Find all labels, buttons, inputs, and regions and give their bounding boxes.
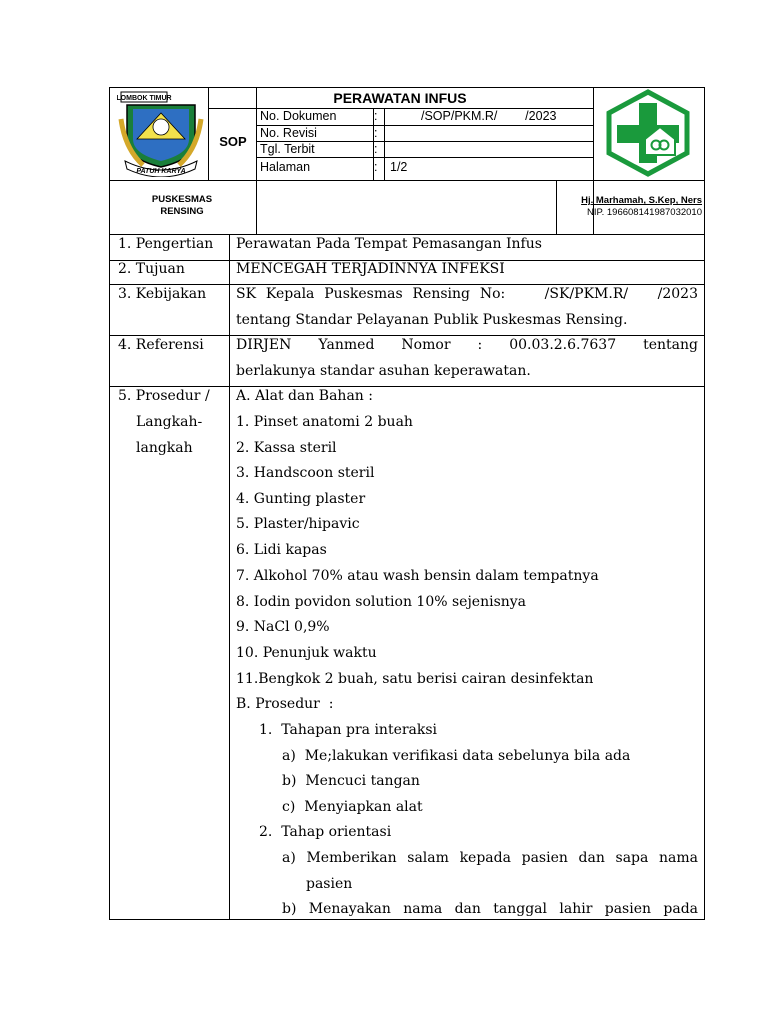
organization-line: RENSING [160,206,204,217]
meta-row-issue-date [256,141,592,157]
row-text: SK Kepala Puskesmas Rensing No: /SK/PKM.R/ /2023 [236,286,698,302]
row-label: 2. Tujuan [118,261,185,277]
meta-key: Tgl. Terbit [260,142,315,156]
row-text: berlakunya standar asuhan keperawatan. [236,363,531,379]
document-title: PERAWATAN INFUS [333,90,467,106]
list-item: 6. Lidi kapas [236,542,327,558]
row-text: tentang Standar Pelayanan Publik Puskesmas Rensing. [236,312,628,328]
column-divider [229,234,230,919]
organization-line: PUSKESMAS [151,194,213,205]
row-text: Perawatan Pada Tempat Pemasangan Infus [236,236,542,252]
row-label: Langkah- [136,414,203,430]
divider [256,157,593,158]
meta-value: /SOP/PKM.R/ /2023 [421,109,557,123]
logo-text: LOMBOK TIMUR [117,95,172,102]
logo-motto: PATUH KARYA [136,168,186,175]
sop-label: SOP [219,134,247,149]
meta-key: No. Dokumen [260,109,337,123]
list-item: b) Menayakan nama dan tanggal lahir pasien pada [282,901,698,917]
meta-row-page [256,159,592,175]
signer-name: Hj. Marhamah, S.Kep, Ners [581,195,702,206]
meta-row-revision [256,125,592,141]
list-item: 2. Kassa steril [236,440,337,456]
section-heading: A. Alat dan Bahan : [236,388,373,404]
list-item: c) Menyiapkan alat [282,799,423,815]
step-heading: 1. Tahapan pra interaksi [259,722,438,738]
row-label: 3. Kebijakan [118,286,207,302]
organization-name [110,194,254,218]
puskesmas-logo [603,89,693,177]
row-label: 4. Referensi [118,337,204,353]
list-item: b) Mencuci tangan [282,773,420,789]
meta-colon: : [374,109,378,123]
list-item: 4. Gunting plaster [236,491,366,507]
meta-key: Halaman [260,160,311,174]
row-label: langkah [136,440,193,456]
meta-colon: : [374,160,378,174]
meta-key: No. Revisi [260,126,317,140]
list-item: 5. Plaster/hipavic [236,516,360,532]
meta-value: 1/2 [390,160,408,174]
divider [110,180,704,181]
step-heading: 2. Tahap orientasi [259,824,392,840]
list-item: a) Memberikan salam kepada pasien dan sapa nama [282,850,698,866]
list-item: 1. Pinset anatomi 2 buah [236,414,413,430]
meta-row-document-number [256,108,592,124]
list-item: 9. NaCl 0,9% [236,619,330,635]
list-item: 3. Handscoon steril [236,465,375,481]
row-label: 5. Prosedur / [118,388,210,404]
list-item: 7. Alkohol 70% atau wash bensin dalam tempatnya [236,568,599,584]
list-item: pasien [306,876,353,892]
row-label: 1. Pengertian [118,236,214,252]
row-text: MENCEGAH TERJADINNYA INFEKSI [236,261,505,277]
section-heading: B. Prosedur : [236,696,334,712]
signer-nip: NIP. 196608141987032010 [587,207,702,218]
meta-colon: : [374,142,378,156]
list-item: 8. Iodin povidon solution 10% sejenisnya [236,594,527,610]
row-text: DIRJEN Yanmed Nomor : 00.03.2.6.7637 tentang [236,337,698,353]
list-item: 11.Bengkok 2 buah, satu berisi cairan desinfektan [236,671,594,687]
list-item: a) Me;lakukan verifikasi data sebelunya bila ada [282,748,631,764]
list-item: 10. Penunjuk waktu [236,645,377,661]
lombok-timur-logo [117,89,205,177]
meta-colon: : [374,126,378,140]
